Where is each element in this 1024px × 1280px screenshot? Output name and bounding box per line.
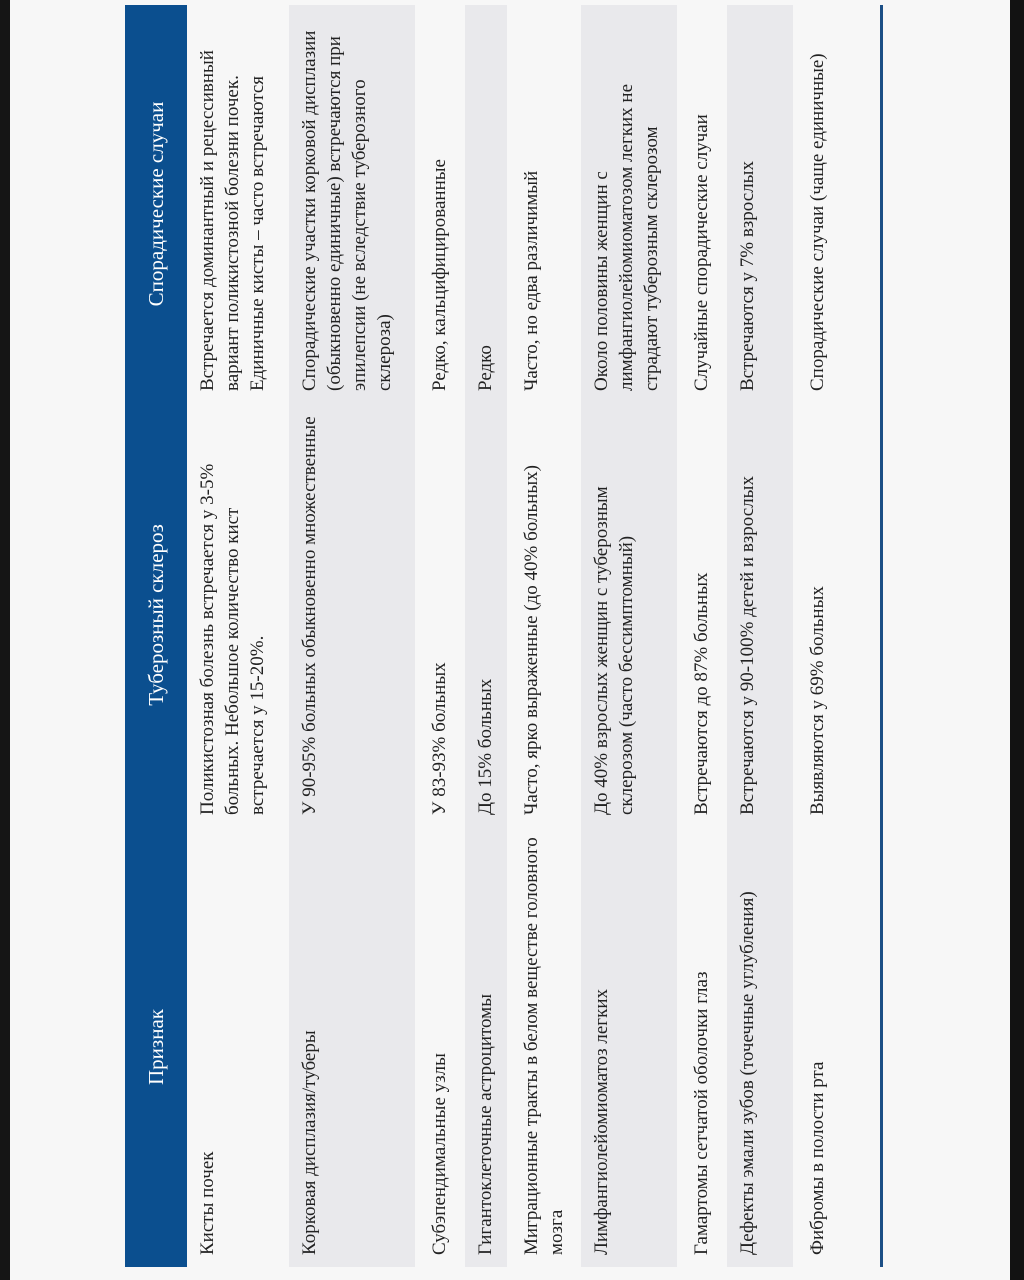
cell-sporadic: Редко (463, 5, 509, 403)
table-row (287, 5, 417, 1267)
rotated-table-container (125, 5, 881, 1267)
cell-tuberous: Часто, ярко выраженные (до 40% больных) (509, 403, 579, 827)
cell-tuberous: До 40% взрослых женщин с туберозным склерозом (часто бессимптомный) (579, 403, 679, 827)
cell-sporadic: Часто, но едва различимый (509, 5, 579, 403)
table-row (463, 5, 509, 1267)
scanned-page (10, 0, 1010, 1280)
table-row (679, 5, 725, 1267)
cell-tuberous: Встречаются до 87% больных (679, 403, 725, 827)
table-row (417, 5, 463, 1267)
table-header-row (125, 5, 187, 1267)
header-tuberous-sclerosis: Туберозный склероз (125, 403, 187, 827)
dark-border-left (0, 0, 10, 1280)
cell-sporadic: Спорадические участки корковой дисплазии (обыкновенно единичные) встречаются при эпилепсии (не вследствие туберозного склероза) (287, 5, 417, 403)
cell-sign: Кисты почек (187, 827, 287, 1267)
header-sign: Признак (125, 827, 187, 1267)
table-row (187, 5, 287, 1267)
cell-tuberous: У 83-93% больных (417, 403, 463, 827)
cell-tuberous: Выявляются у 69% больных (795, 403, 881, 827)
cell-sign: Корковая дисплазия/туберы (287, 827, 417, 1267)
cell-sporadic: Встречаются у 7% взрослых (725, 5, 795, 403)
cell-tuberous: Встречаются у 90-100% детей и взрослых (725, 403, 795, 827)
cell-tuberous: Поликистозная болезнь встречается у 3-5% больных. Небольшое количество кист встречается у 15-20%. (187, 403, 287, 827)
dark-border-right (1010, 0, 1024, 1280)
cell-sign: Дефекты эмали зубов (точечные углубления) (725, 827, 795, 1267)
cell-sign: Фибромы в полости рта (795, 827, 881, 1267)
table-row (579, 5, 679, 1267)
cell-sign: Гигантоклеточные астроцитомы (463, 827, 509, 1267)
cell-sporadic: Случайные спорадические случаи (679, 5, 725, 403)
cell-sporadic: Встречается доминантный и рецессивный вариант поликистозной болезни почек. Единичные кисты – часто встречаются (187, 5, 287, 403)
cell-sign: Миграционные тракты в белом веществе головного мозга (509, 827, 579, 1267)
cell-sign: Гамартомы сетчатой оболочки глаз (679, 827, 725, 1267)
comparison-table (125, 5, 883, 1267)
cell-sign: Лимфангиолейомиоматоз легких (579, 827, 679, 1267)
cell-sign: Субэпендимальные узлы (417, 827, 463, 1267)
cell-sporadic: Около половины женщин с лимфангиолейомиоматозом легких не страдают туберозным склерозом (579, 5, 679, 403)
table-row (795, 5, 881, 1267)
cell-sporadic: Спорадические случаи (чаще единичные) (795, 5, 881, 403)
table-row (725, 5, 795, 1267)
cell-sporadic: Редко, кальцифицированные (417, 5, 463, 403)
cell-tuberous: У 90-95% больных обыкновенно множественные (287, 403, 417, 827)
header-sporadic-cases: Спорадические случаи (125, 5, 187, 403)
table-row (509, 5, 579, 1267)
cell-tuberous: До 15% больных (463, 403, 509, 827)
